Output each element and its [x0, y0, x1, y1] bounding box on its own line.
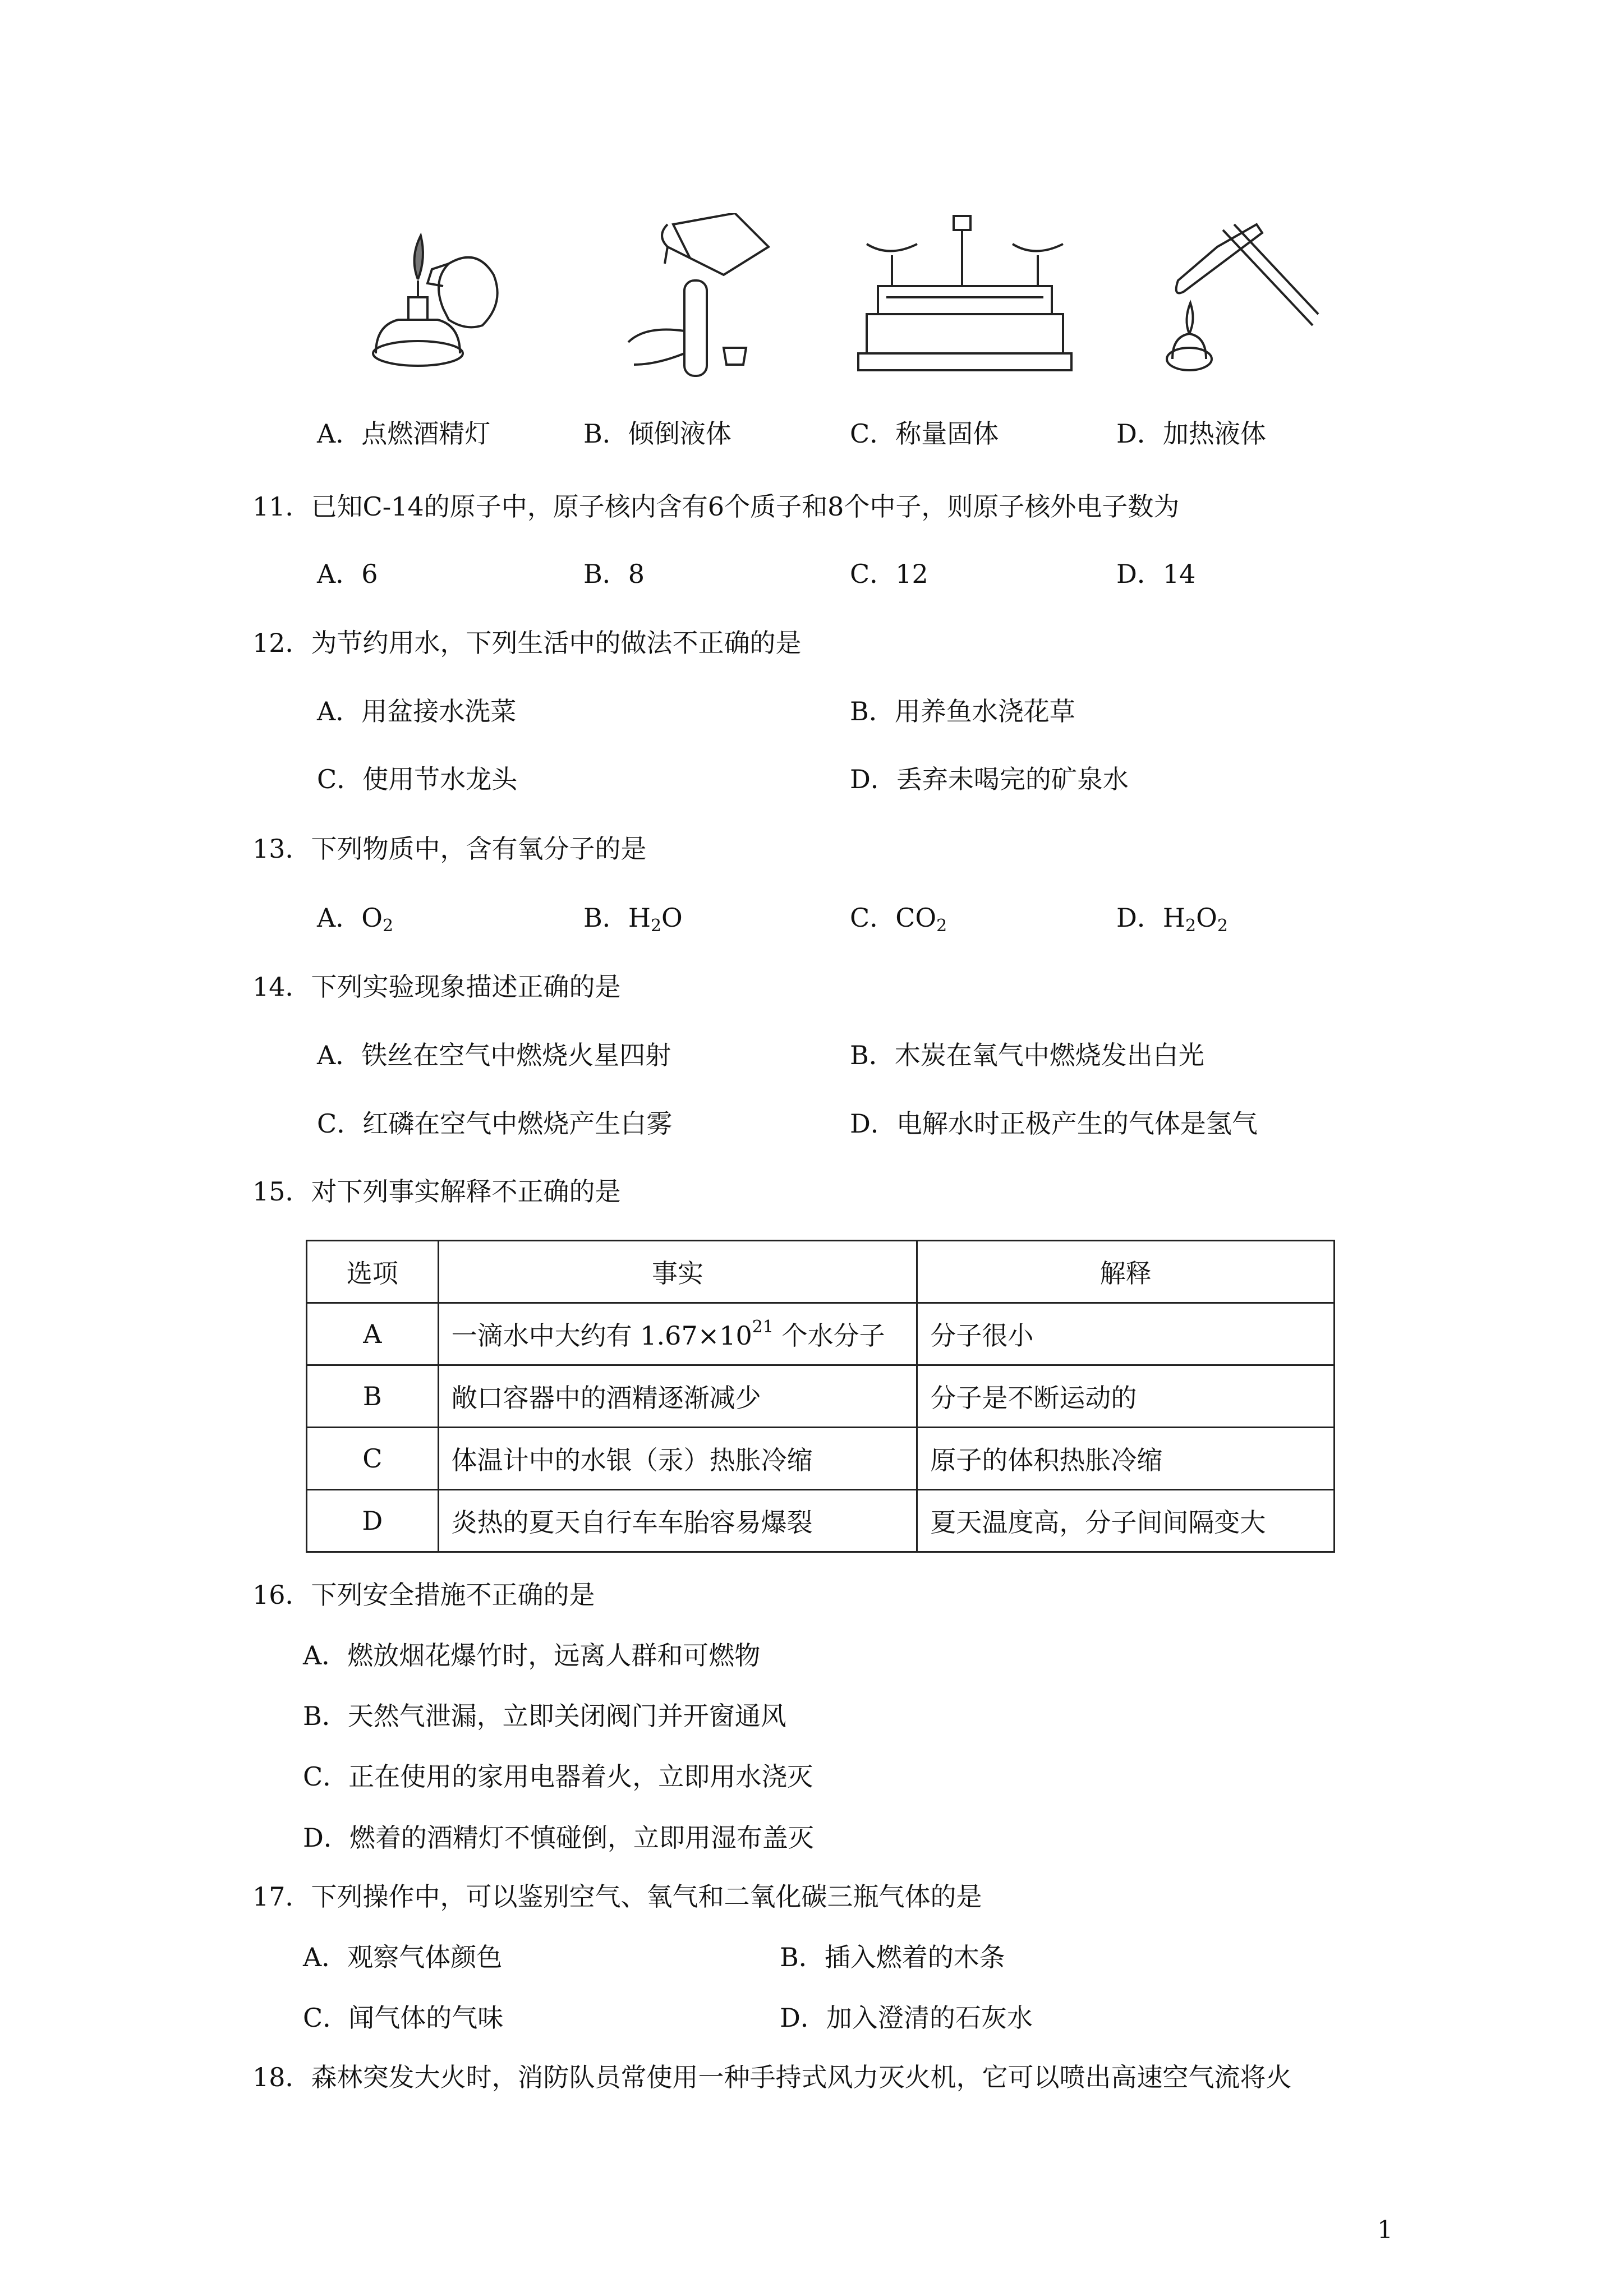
- question-14-stem: 14．下列实验现象描述正确的是: [252, 972, 621, 1002]
- figure-label-b: B．倾倒液体: [583, 418, 732, 449]
- header-fact: 事实: [438, 1241, 917, 1303]
- apparatus-figure-row: [0, 213, 1624, 381]
- figure-label-c: C．称量固体: [850, 418, 999, 449]
- row-fact: 敞口容器中的酒精逐渐减少: [438, 1365, 917, 1428]
- q16-option-d: D．燃着的酒精灯不慎碰倒，立即用湿布盖灭: [303, 1823, 814, 1853]
- row-fact: 一滴水中大约有 $1.67\times 10^{21}$ 个水分子: [438, 1303, 917, 1365]
- row-explain: 夏天温度高，分子间间隔变大: [917, 1490, 1335, 1552]
- q12-option-a: A．用盆接水洗菜: [317, 696, 517, 726]
- table-row: [307, 1490, 1335, 1552]
- q11-option-b: B．8: [583, 559, 645, 589]
- row-option: A: [307, 1303, 439, 1365]
- header-explain: 解释: [917, 1241, 1335, 1303]
- q17-option-d: D．加入澄清的石灰水: [780, 2003, 1033, 2033]
- heating-liquid-icon: [1156, 213, 1324, 381]
- q11-option-c: C．12: [850, 559, 928, 589]
- q13-option-a: A．$O_2$: [317, 903, 394, 936]
- question-12-stem: 12．为节约用水，下列生活中的做法不正确的是: [252, 628, 802, 658]
- q13-option-c: C．$CO_2$: [850, 903, 947, 936]
- row-option: C: [307, 1428, 439, 1490]
- question-17-stem: 17．下列操作中，可以鉴别空气、氧气和二氧化碳三瓶气体的是: [252, 1881, 982, 1912]
- q12-option-c: C．使用节水龙头: [317, 764, 518, 794]
- q16-option-a: A．燃放烟花爆竹时，远离人群和可燃物: [303, 1640, 761, 1671]
- balance-scale-icon: [855, 213, 1080, 376]
- question-11-stem: 11．已知C-14的原子中，原子核内含有6个质子和8个中子，则原子核外电子数为: [252, 491, 1180, 522]
- q16-option-c: C．正在使用的家用电器着火，立即用水浇灭: [303, 1761, 813, 1792]
- figure-label-a: A．点燃酒精灯: [317, 418, 491, 449]
- q11-option-d: D．14: [1116, 559, 1196, 589]
- row-option: D: [307, 1490, 439, 1552]
- row-explain: 分子很小: [917, 1303, 1335, 1365]
- q17-option-a: A．观察气体颜色: [303, 1942, 503, 1972]
- question-16-stem: 16．下列安全措施不正确的是: [252, 1580, 595, 1610]
- q14-option-c: C．红磷在空气中燃烧产生白雾: [317, 1108, 673, 1139]
- facts-table: [306, 1240, 1335, 1553]
- question-15-stem: 15．对下列事实解释不正确的是: [252, 1176, 621, 1207]
- q14-option-b: B．木炭在氧气中燃烧发出白光: [850, 1040, 1204, 1070]
- pouring-liquid-icon: [611, 213, 780, 381]
- row-option: B: [307, 1365, 439, 1428]
- q14-option-d: D．电解水时正极产生的气体是氢气: [850, 1108, 1258, 1139]
- alcohol-lamp-lighting-icon: [365, 213, 510, 381]
- q12-option-d: D．丢弃未喝完的矿泉水: [850, 764, 1129, 794]
- row-explain: 分子是不断运动的: [917, 1365, 1335, 1428]
- table-header-row: [307, 1241, 1335, 1303]
- q14-option-a: A．铁丝在空气中燃烧火星四射: [317, 1040, 671, 1070]
- question-18-stem: 18．森林突发大火时，消防队员常使用一种手持式风力灭火机，它可以喷出高速空气流将火: [252, 2062, 1292, 2092]
- row-fact: 体温计中的水银（汞）热胀冷缩: [438, 1428, 917, 1490]
- table-row: [307, 1365, 1335, 1428]
- q13-option-b: B．$H_2O$: [583, 903, 683, 936]
- header-option: 选项: [307, 1241, 439, 1303]
- table-row: [307, 1303, 1335, 1365]
- q17-option-b: B．插入燃着的木条: [780, 1942, 1005, 1972]
- row-explain: 原子的体积热胀冷缩: [917, 1428, 1335, 1490]
- q17-option-c: C．闻气体的气味: [303, 2003, 504, 2033]
- q12-option-b: B．用养鱼水浇花草: [850, 696, 1075, 726]
- q13-option-d: D．$H_2O_2$: [1116, 903, 1228, 936]
- page-number: 1: [1377, 2216, 1393, 2244]
- figure-label-d: D．加热液体: [1116, 418, 1266, 449]
- table-row: [307, 1428, 1335, 1490]
- row-fact: 炎热的夏天自行车车胎容易爆裂: [438, 1490, 917, 1552]
- q16-option-b: B．天然气泄漏，立即关闭阀门并开窗通风: [303, 1701, 786, 1731]
- question-13-stem: 13．下列物质中，含有氧分子的是: [252, 834, 647, 864]
- q11-option-a: A．6: [317, 559, 378, 589]
